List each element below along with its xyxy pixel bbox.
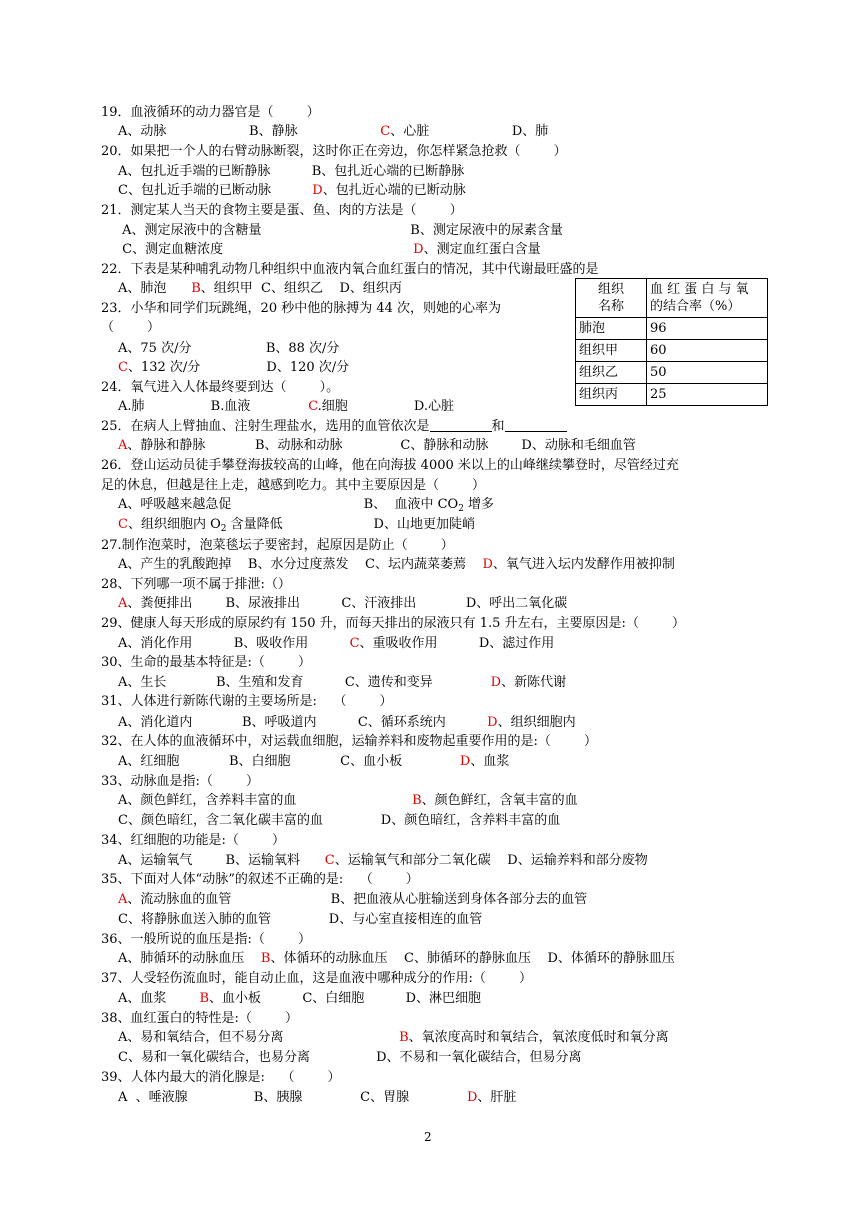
text-segment: A、颜色鲜红，含养料丰富的血 bbox=[118, 793, 413, 808]
text-line bbox=[118, 714, 576, 731]
text-line bbox=[118, 222, 563, 239]
text-segment: 25．在病人上臂抽血、注射生理盐水，选用的血管依次是 bbox=[101, 419, 430, 434]
text-line bbox=[118, 891, 587, 908]
text-line bbox=[101, 418, 567, 435]
text-line bbox=[118, 182, 466, 199]
answer-mark: A bbox=[118, 438, 128, 453]
text-segment: 和 bbox=[491, 419, 505, 434]
table-row bbox=[576, 362, 768, 384]
answer-mark: D bbox=[487, 715, 498, 730]
text-segment: C、易和一氧化碳结合，也易分离 D、不易和一氧化碳结合，但易分离 bbox=[118, 1050, 582, 1065]
text-segment: A、红细胞 B、白细胞 C、血小板 bbox=[118, 754, 460, 769]
text-line bbox=[118, 340, 339, 357]
text-line bbox=[101, 733, 597, 750]
table-header-row bbox=[576, 279, 768, 318]
text-segment: 、组织细胞内 bbox=[497, 715, 576, 730]
text-line bbox=[101, 871, 419, 888]
table-row bbox=[576, 318, 768, 340]
answer-mark: D bbox=[490, 675, 502, 690]
text-segment: A、消化作用 B、吸收作用 bbox=[118, 636, 350, 651]
text-line bbox=[118, 437, 636, 454]
table-cell: 组织乙 bbox=[576, 362, 647, 384]
answer-mark: B bbox=[199, 991, 210, 1006]
text-segment: A、呼吸越来越急促 B、 血液中 CO bbox=[118, 497, 459, 512]
text-line bbox=[101, 319, 160, 336]
text-line bbox=[118, 852, 648, 869]
text-segment: 、颜色鲜红，含氧丰富的血 bbox=[421, 793, 578, 808]
answer-mark: B bbox=[191, 281, 201, 296]
text-segment: 21．测定某人当天的食物主要是蛋、鱼、肉的方法是（ ） bbox=[101, 203, 463, 218]
table-cell: 肺泡 bbox=[576, 318, 647, 340]
text-line bbox=[118, 792, 578, 809]
text-segment: .细胞 D.心脏 bbox=[317, 399, 455, 414]
text-line bbox=[118, 556, 675, 573]
text-line bbox=[101, 104, 320, 121]
text-segment: 24．氧气进入人体最终要到达（ ）。 bbox=[101, 380, 340, 395]
page-number: 2 bbox=[424, 1130, 432, 1144]
answer-mark: C bbox=[324, 853, 335, 868]
text-line bbox=[118, 398, 454, 415]
text-line bbox=[118, 496, 494, 518]
text-line bbox=[101, 537, 454, 554]
table-cell: 25 bbox=[647, 384, 768, 406]
table-cell: 组织丙 bbox=[576, 384, 647, 406]
text-segment: 、血浆 bbox=[470, 754, 510, 769]
text-segment: 23．小华和同学们玩跳绳，20 秒中他的脉搏为 44 次，则她的心率为 bbox=[101, 301, 502, 316]
text-segment: 、氧气进入坛内发酵作用被抑制 bbox=[492, 557, 675, 572]
answer-mark: C bbox=[380, 124, 391, 139]
text-segment: 33、动脉血是指:（ ） bbox=[101, 774, 259, 789]
text-segment: 、粪便排出 B、尿液排出 C、汗液排出 D、呼出二氧化碳 bbox=[127, 596, 568, 611]
text-line bbox=[118, 359, 349, 376]
text-segment: 34、红细胞的功能是:（ ） bbox=[101, 833, 285, 848]
text-segment: A、易和氧结合，但不易分离 bbox=[118, 1030, 400, 1045]
text-segment: 、132 次/分 D、120 次/分 bbox=[127, 360, 350, 375]
text-line bbox=[101, 261, 599, 278]
text-line bbox=[101, 1069, 341, 1086]
subscript: 2 bbox=[220, 524, 227, 534]
text-segment: 、测定血红蛋白含量 bbox=[423, 242, 541, 257]
table-row bbox=[576, 384, 768, 406]
text-line bbox=[101, 773, 259, 790]
answer-mark: C bbox=[118, 517, 128, 532]
text-line bbox=[118, 163, 464, 180]
text-line bbox=[101, 143, 567, 160]
text-segment: A、产生的乳酸跑掉 B、水分过度蒸发 C、坛内蔬菜萎蔫 bbox=[118, 557, 483, 572]
text-segment: 26．登山运动员徒手攀登海拔较高的山峰，他在向海拔 4000 米以上的山峰继续攀登时，尽管经过充 bbox=[101, 458, 679, 473]
text-segment: 、体循环的动脉血压 C、肺循环的静脉血压 D、体循环的静脉皿压 bbox=[270, 951, 675, 966]
text-line bbox=[101, 477, 485, 494]
text-line bbox=[101, 970, 532, 987]
text-segment: A、运输氧气 B、运输氧料 bbox=[118, 853, 325, 868]
table-header-rate: 血 红 蛋 白 与 氧 的结合率（%） bbox=[647, 279, 768, 318]
text-line bbox=[118, 516, 475, 538]
text-line bbox=[118, 635, 554, 652]
text-segment: A、75 次/分 B、88 次/分 bbox=[118, 341, 340, 356]
text-segment: 38、血红蛋白的特性是:（ ） bbox=[101, 1011, 298, 1026]
answer-mark: A bbox=[118, 596, 128, 611]
text-segment: 、组织细胞内 O bbox=[127, 517, 221, 532]
table-cell: 96 bbox=[647, 318, 768, 340]
text-segment: 28、下列哪一项不属于排泄:（） bbox=[101, 577, 291, 592]
text-line bbox=[101, 931, 311, 948]
answer-mark: D bbox=[312, 183, 323, 198]
text-segment: 37、人受轻伤流血时，能自动止血，这是血液中哪种成分的作用:（ ） bbox=[101, 971, 532, 986]
text-segment: 36、一般所说的血压是指:（ ） bbox=[101, 932, 311, 947]
answer-mark: B bbox=[412, 793, 422, 808]
text-segment: 35、下面对人体“动脉”的叙述不正确的是: （ ） bbox=[101, 872, 419, 887]
text-segment: 足的休息，但越是往上走，越感到吃力。其中主要原因是（ ） bbox=[101, 478, 486, 493]
answer-mark: D bbox=[466, 1090, 478, 1105]
answer-mark: B bbox=[399, 1030, 409, 1045]
answer-blank bbox=[430, 419, 492, 432]
text-segment: 、运输氧气和部分二氧化碳 D、运输养料和部分废物 bbox=[334, 853, 648, 868]
text-segment: 19．血液循环的动力器官是（ ） bbox=[101, 105, 320, 120]
text-line bbox=[101, 1010, 298, 1027]
subscript: 2 bbox=[458, 504, 464, 514]
text-segment: 39、人体内最大的消化腺是: （ ） bbox=[101, 1070, 341, 1085]
answer-mark: C bbox=[118, 360, 128, 375]
text-segment: 22．下表是某种哺乳动物几种组织中血液内氧合血红蛋白的情况，其中代谢最旺盛的是 bbox=[101, 262, 599, 277]
text-segment: C、颜色暗红，含二氧化碳丰富的血 D、颜色暗红，含养料丰富的血 bbox=[118, 813, 561, 828]
text-segment: A、消化道内 B、呼吸道内 C、循环系统内 bbox=[118, 715, 488, 730]
text-line bbox=[118, 911, 482, 928]
text-segment: 、血小板 C、白细胞 D、淋巴细胞 bbox=[209, 991, 482, 1006]
text-line bbox=[118, 123, 548, 140]
text-segment: 30、生命的最基本特征是:（ ） bbox=[101, 655, 311, 670]
text-line bbox=[101, 615, 685, 632]
text-segment: 、组织甲 C、组织乙 D、组织丙 bbox=[200, 281, 402, 296]
text-segment: 、包扎近心端的已断动脉 bbox=[322, 183, 466, 198]
text-segment: 、心脏 D、肺 bbox=[390, 124, 549, 139]
answer-mark: D bbox=[413, 242, 424, 257]
text-segment: 、静脉和静脉 B、动脉和动脉 C、静脉和动脉 D、动脉和毛细血管 bbox=[127, 438, 636, 453]
text-segment: A.肺 B.血液 bbox=[118, 399, 309, 414]
text-segment: 27.制作泡菜时，泡菜毯坛子要密封，起原因是防止（ ） bbox=[101, 538, 454, 553]
text-line bbox=[101, 576, 291, 593]
text-segment: A 、唾液腺 B、胰腺 C、胃腺 bbox=[118, 1090, 467, 1105]
text-segment: 、氧浓度高时和氧结合，氧浓度低时和氧分离 bbox=[408, 1030, 669, 1045]
text-segment: C、包扎近手端的已断动脉 bbox=[118, 183, 313, 198]
text-segment: A、动脉 B、静脉 bbox=[118, 124, 381, 139]
table-header-tissue: 组织 名称 bbox=[576, 279, 647, 318]
text-segment: A、测定尿液中的含糖量 B、测定尿液中的尿素含量 bbox=[118, 223, 563, 238]
text-segment: 、重吸收作用 D、滤过作用 bbox=[359, 636, 555, 651]
text-line bbox=[101, 832, 285, 849]
text-line bbox=[101, 379, 339, 396]
text-line bbox=[118, 812, 560, 829]
table-cell: 60 bbox=[647, 340, 768, 362]
text-segment: 20．如果把一个人的右臂动脉断裂，这时你正在旁边，你怎样紧急抢救（ ） bbox=[101, 144, 567, 159]
answer-mark: A bbox=[118, 892, 128, 907]
table-cell: 50 bbox=[647, 362, 768, 384]
text-line bbox=[118, 280, 402, 297]
answer-mark: B bbox=[260, 951, 271, 966]
text-line bbox=[118, 753, 509, 770]
text-line bbox=[118, 1089, 516, 1106]
text-segment: （ ） bbox=[101, 320, 161, 335]
text-segment: A、血浆 bbox=[118, 991, 200, 1006]
answer-mark: C bbox=[308, 399, 318, 414]
text-line bbox=[118, 1029, 669, 1046]
answer-mark: D bbox=[482, 557, 493, 572]
text-line bbox=[101, 457, 679, 474]
text-segment: A、生长 B、生殖和发育 C、遗传和变异 bbox=[118, 675, 491, 690]
text-line bbox=[118, 990, 481, 1007]
text-segment: 、新陈代谢 bbox=[501, 675, 567, 690]
text-segment: 29、健康人每天形成的原尿约有 150 升，而每天排出的尿液只有 1.5 升左右，主要原因是:（ ） bbox=[101, 616, 685, 631]
text-line bbox=[101, 300, 501, 317]
answer-mark: D bbox=[459, 754, 471, 769]
table-cell: 组织甲 bbox=[576, 340, 647, 362]
text-segment: 含量降低 D、山地更加陡峭 bbox=[226, 517, 475, 532]
text-segment: C、测定血糖浓度 bbox=[118, 242, 414, 257]
answer-mark: C bbox=[349, 636, 360, 651]
text-segment: 31、人体进行新陈代谢的主要场所是: （ ） bbox=[101, 694, 393, 709]
text-segment: C、将静脉血送入肺的血管 D、与心室直接相连的血管 bbox=[118, 912, 483, 927]
text-line bbox=[101, 202, 463, 219]
text-line bbox=[118, 241, 541, 258]
hemoglobin-table bbox=[575, 278, 768, 406]
text-line bbox=[101, 654, 311, 671]
text-line bbox=[118, 674, 566, 691]
text-segment: A、肺泡 bbox=[118, 281, 192, 296]
table-row bbox=[576, 340, 768, 362]
text-segment: 、流动脉血的血管 B、把血液从心脏输送到身体各部分去的血管 bbox=[127, 892, 588, 907]
answer-blank bbox=[505, 419, 567, 432]
text-line bbox=[118, 595, 567, 612]
text-line bbox=[118, 1049, 582, 1066]
text-segment: A、包扎近手端的已断静脉 B、包扎近心端的已断静脉 bbox=[118, 164, 465, 179]
text-line bbox=[101, 693, 393, 710]
text-segment: 、肝脏 bbox=[477, 1090, 517, 1105]
text-segment: 32、在人体的血液循环中，对运载血细胞，运输养料和废物起重要作用的是:（ ） bbox=[101, 734, 597, 749]
text-line bbox=[118, 950, 675, 967]
text-segment: 增多 bbox=[463, 497, 495, 512]
text-segment: A、肺循环的动脉血压 bbox=[118, 951, 261, 966]
